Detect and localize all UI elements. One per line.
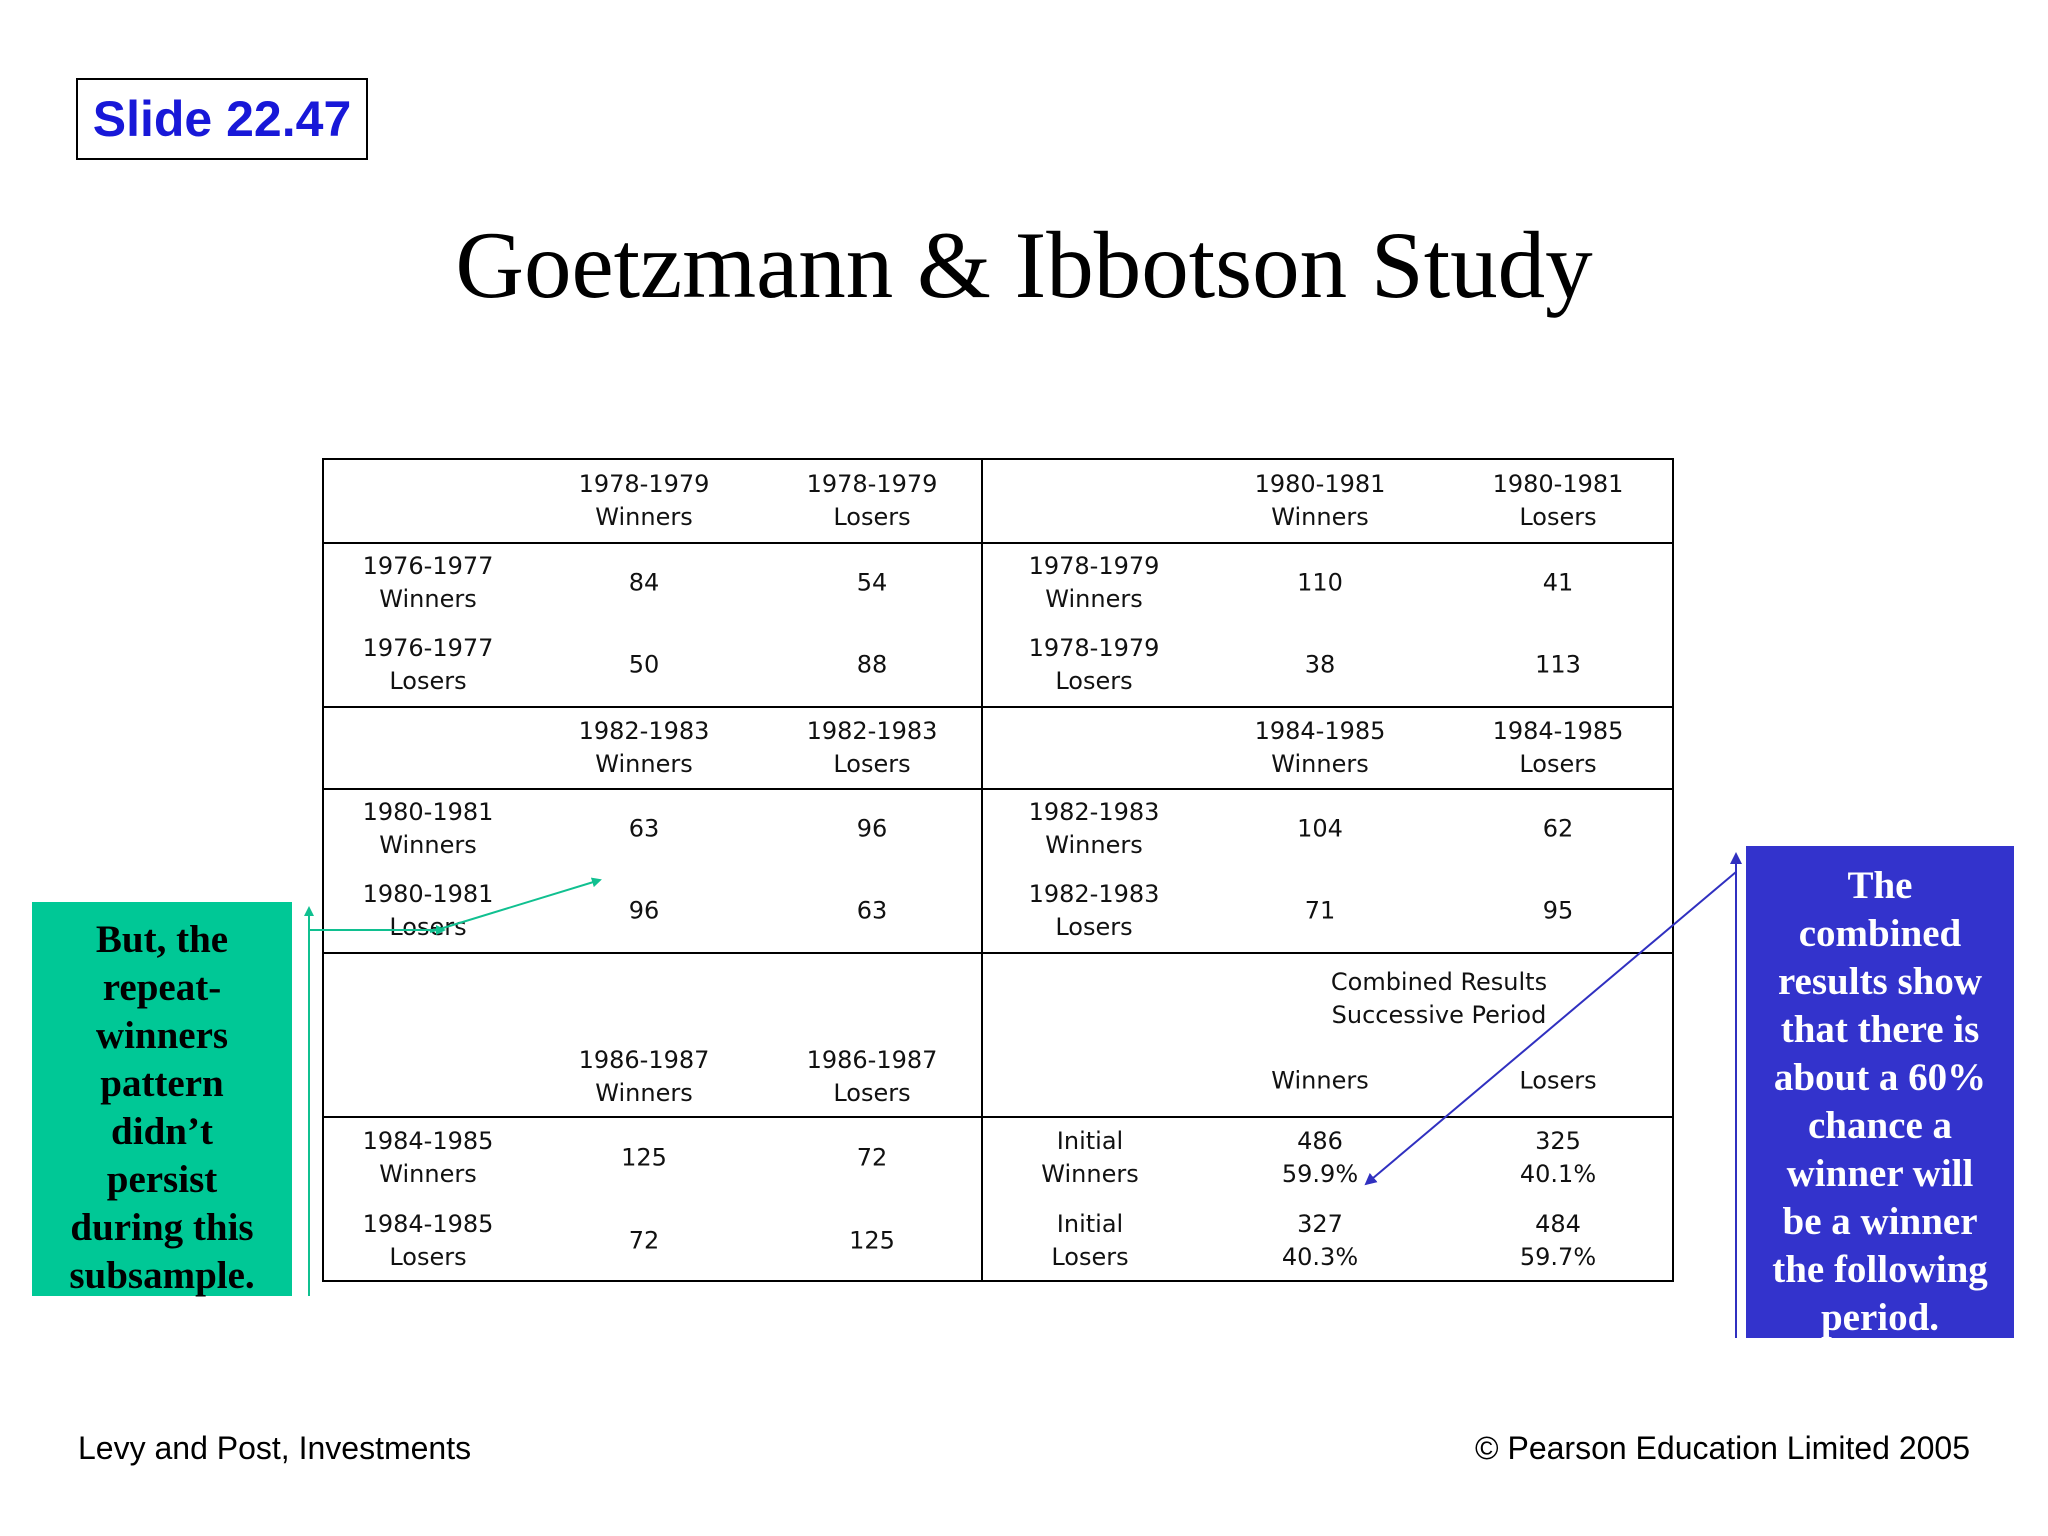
column-header: 1984-1985 Winners — [1254, 717, 1386, 778]
column-header: 1986-1987 Winners — [578, 1046, 710, 1107]
row-header: 1978-1979 Losers — [1028, 634, 1160, 695]
column-header: 1978-1979 Losers — [806, 470, 938, 531]
table-cell: 62 — [1542, 814, 1574, 843]
table-cell: 71 — [1304, 896, 1336, 925]
table-cell: 63 — [628, 814, 660, 843]
column-header: 1982-1983 Winners — [578, 717, 710, 778]
row-header: 1982-1983 Winners — [1028, 798, 1160, 859]
table-cell: 38 — [1304, 650, 1336, 679]
slide-title: Goetzmann & Ibbotson Study — [455, 212, 1593, 318]
slide-number-label: Slide 22.47 — [76, 78, 368, 160]
footer-copyright: © Pearson Education Limited 2005 — [1475, 1430, 1970, 1466]
table-cell: 104 — [1297, 814, 1343, 843]
table-cell: 325 40.1% — [1519, 1127, 1597, 1188]
table-cell: 84 — [628, 568, 660, 597]
row-header: 1976-1977 Losers — [362, 634, 494, 695]
combined-results-header: Combined Results Successive Period — [1330, 968, 1548, 1029]
column-header: 1980-1981 Winners — [1254, 470, 1386, 531]
column-header: 1978-1979 Winners — [578, 470, 710, 531]
table-cell: 113 — [1535, 650, 1581, 679]
row-header: Initial Losers — [1051, 1210, 1129, 1271]
row-header: 1978-1979 Winners — [1028, 552, 1160, 613]
table-cell: 72 — [856, 1143, 888, 1172]
table-cell: 54 — [856, 568, 888, 597]
row-header: 1982-1983 Losers — [1028, 880, 1160, 941]
row-header: 1984-1985 Losers — [362, 1210, 494, 1271]
table-cell: 41 — [1542, 568, 1574, 597]
column-header: Winners — [1271, 1066, 1369, 1095]
row-header: 1980-1981 Winners — [362, 798, 494, 859]
callout-combined-results: The combined results show that there is about a 60% chance a winner will be a winner the following period. — [1746, 846, 2014, 1338]
callout-repeat-winners: But, the repeat- winners pattern didn’t persist during this subsample. — [32, 902, 292, 1296]
column-header: 1980-1981 Losers — [1492, 470, 1624, 531]
column-header: 1984-1985 Losers — [1492, 717, 1624, 778]
green-arrow — [309, 880, 600, 1296]
table-cell: 72 — [628, 1226, 660, 1255]
row-header: 1976-1977 Winners — [362, 552, 494, 613]
table-cell: 110 — [1297, 568, 1343, 597]
table-cell: 63 — [856, 896, 888, 925]
table-cell: 125 — [849, 1226, 895, 1255]
column-header: 1986-1987 Losers — [806, 1046, 938, 1107]
row-header: 1984-1985 Winners — [362, 1127, 494, 1188]
column-header: 1982-1983 Losers — [806, 717, 938, 778]
blue-arrow — [1366, 854, 1736, 1338]
row-header: 1980-1981 Losers — [362, 880, 494, 941]
table-cell: 95 — [1542, 896, 1574, 925]
table-cell: 327 40.3% — [1281, 1210, 1359, 1271]
footer-citation: Levy and Post, Investments — [78, 1430, 472, 1466]
table-cell: 50 — [628, 650, 660, 679]
table-cell: 125 — [621, 1143, 667, 1172]
column-header: Losers — [1519, 1066, 1597, 1095]
table-cell: 484 59.7% — [1519, 1210, 1597, 1271]
table-cell: 96 — [628, 896, 660, 925]
table-cell: 486 59.9% — [1281, 1127, 1359, 1188]
table-cell: 96 — [856, 814, 888, 843]
table-cell: 88 — [856, 650, 888, 679]
row-header: Initial Winners — [1041, 1127, 1139, 1188]
